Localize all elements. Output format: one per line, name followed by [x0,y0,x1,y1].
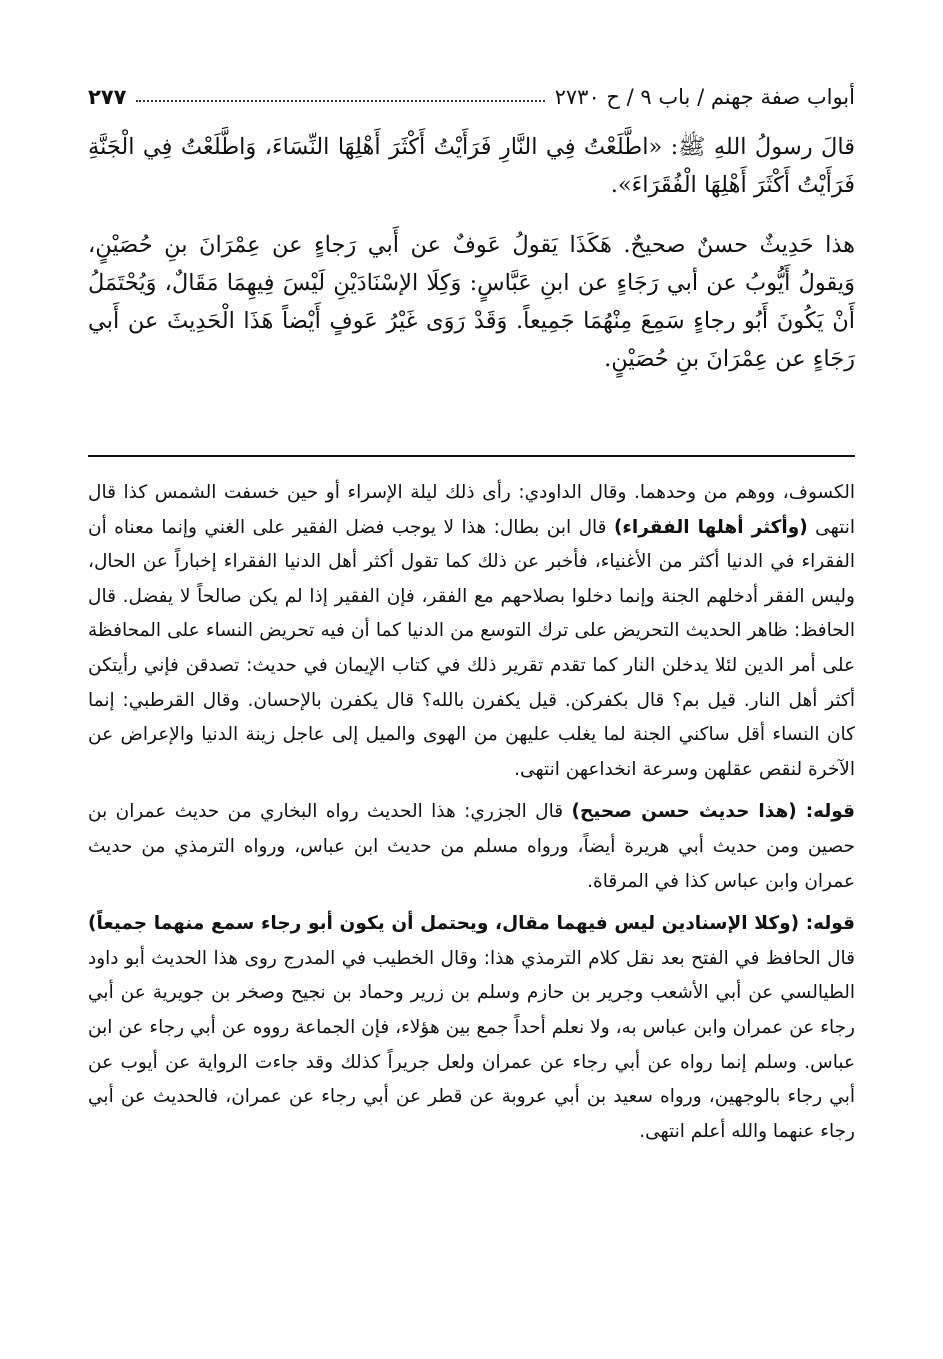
note-quote: (وأكثر أهلها الفقراء) [613,516,808,538]
note-text: قال الحافظ في الفتح بعد نقل كلام الترمذي هذا: وقال الخطيب في المدرج روى هذا الحديث أبو داود الطيالسي عن أبي الأشعب وجرير بن حازم وسلم بن زرير وحماد بن نجيح وصخر بن جويرية عن أبي رجاء عن عمران وابن عباس به، ولا نعلم أحداً جمع بين هؤلاء، فإن الجماعة رووه عن أبي رجاء عن ابن عباس. وسلم إنما رواه عن أبي رجاء عن عمران ولعل جريراً كذلك وقد جاءت الرواية عن أيوب عن أبي رجاء بالوجهين، ورواه سعيد بن أبي عروبة عن قطر عن أبي رجاء عن عمران، فالحديث عن أبي رجاء عنهما والله أعلم انتهى. [88,947,855,1142]
main-text [88,128,855,400]
note-lead: قوله: [799,913,856,935]
note-quote: (هذا حديث حسن صحيح) [571,801,797,823]
note-quote: (وكلا الإسنادين ليس فيهما مقال، ويحتمل أن يكون أبو رجاء سمع منهما جميعاً) [88,913,800,935]
note-paragraph [88,795,855,899]
note-text: قال الجزري: هذا الحديث رواه البخاري من حديث عمران بن حصين ومن حديث أبي هريرة أيضاً، ورواه مسلم من حديث ابن عباس، ورواه الترمذي من حديث عمران وابن عباس كذا في المرقاة. [88,801,855,892]
tirmidhi-commentary: هذا حَدِيثٌ حسنٌ صحيحٌ. هَكَذَا يَقولُ عَوفٌ عن أَبي رَجاءٍ عن عِمْرَانَ بنِ حُصَيْنٍ، وَيقولُ أَيُّوبُ عن أبي رَجَاءٍ عن ابنِ عَبَّاسٍ: وَكِلَا الإسْنَادَيْنِ لَيْسَ فِيهِمَا مَقَالٌ، وَيُحْتَمَلُ أَنْ يَكُونَ أَبُو رجاءٍ سَمِعَ مِنْهُمَا جَمِيعاً. وَقَدْ رَوَى غَيْرُ عَوفٍ أَيْضاً هَذَا الْحَدِيثَ عن أَبي رَجَاءٍ عن عِمْرَانَ بنِ حُصَيْنٍ. [88,232,855,372]
footnote-separator [88,455,855,457]
chapter-title: أبواب صفة جهنم / باب ٩ / ح ٢٧٣٠ [554,85,855,109]
footnotes [88,476,855,1157]
note-lead: قوله: [796,801,855,823]
page-number: ٢٧٧ [88,85,127,109]
page-header [88,80,855,114]
leader-dots [136,100,544,102]
hadith-text: قالَ رسولُ اللهِ ﷺ: «اطَّلَعْتُ فِي النَّارِ فَرَأَيْتُ أَكْثَرَ أَهْلِهَا النِّسَاءَ، وَاطَّلَعْتُ فِي الْجَنَّةِ فَرَأَيْتُ أَكْثَرَ أَهْلِهَا الْفُقَرَاءَ». [88,134,855,198]
note-paragraph [88,907,855,1149]
note-text: قال ابن بطال: هذا لا يوجب فضل الفقير على الغني وإنما معناه أن الفقراء في الدنيا أكثر من الأغنياء، فأخبر عن ذلك كما تقول أكثر أهل الدنيا الفقراء إخباراً عن الحال، وليس الفقر أدخلهم الجنة وإنما دخلوا بصلاحهم مع الفقر، فإن الفقير إذا لم يكن صالحاً لا يفضل. قال الحافظ: ظاهر الحديث التحريض على ترك التوسع من الدنيا كما أن فيه تحريض النساء على المحافظة على أمر الدين لئلا يدخلن النار كما تقدم تقرير ذلك في كتاب الإيمان في حديث: تصدقن فإني رأيتكن أكثر أهل النار. قيل بم؟ قال بكفركن. قيل يكفرن بالله؟ قال يكفرن بالإحسان. وقال القرطبي: إنما كان النساء أقل ساكني الجنة لما يغلب عليهن من الهوى والميل إلى عاجل زينة الدنيا والإعراض عن الآخرة لنقص عقلهن وسرعة انخداعهن انتهى. [88,516,855,780]
note-text: الكسوف، ووهم من وحدهما. وقال الداودي: رأى ذلك ليلة الإسراء أو حين خسفت الشمس كذا قال انتهى [88,482,855,538]
note-paragraph [88,476,855,787]
